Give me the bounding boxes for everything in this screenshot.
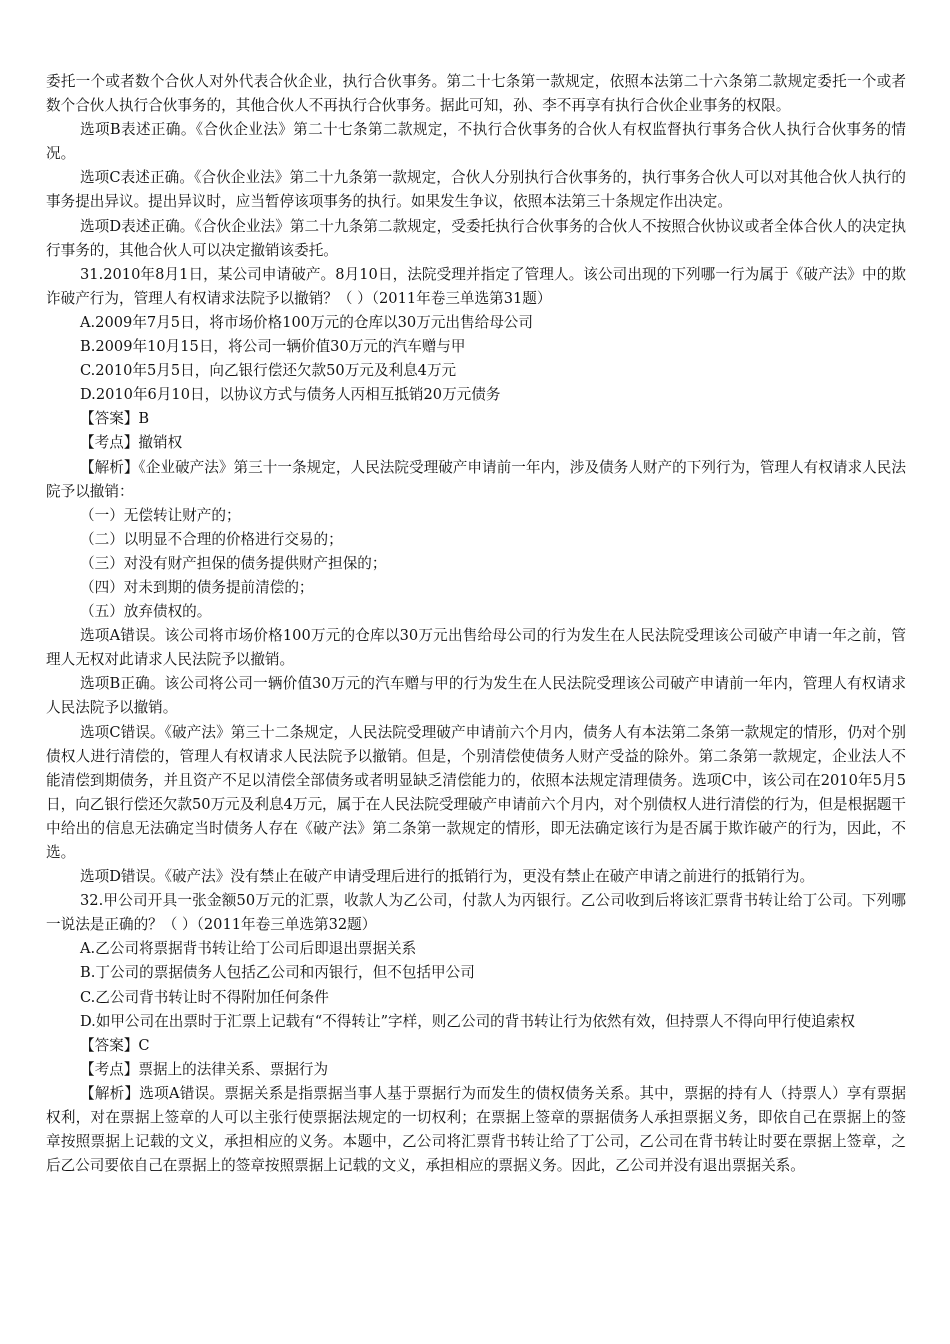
list-item: （一）无偿转让财产的；	[80, 506, 241, 524]
list-item: （二）以明显不合理的价格进行交易的；	[80, 530, 343, 548]
question-32-stem: 32.甲公司开具一张金额50万元的汇票，收款人为乙公司，付款人为丙银行。乙公司收到后将该汇票背书转让给丁公司。下列哪一说法是正确的？（ ）（2011年卷三单选第32题）	[46, 892, 906, 934]
option-a: A.乙公司将票据背书转让给丁公司后即退出票据关系	[80, 940, 417, 958]
option-b: B.丁公司的票据债务人包括乙公司和丙银行，但不包括甲公司	[80, 964, 475, 982]
option-d: D.如甲公司在出票时于汇票上记载有“不得转让”字样，则乙公司的背书转让行为依然有效，但持票人不得向甲行使追索权	[80, 1012, 856, 1030]
paragraph: 选项D错误。《破产法》没有禁止在破产申请受理后进行的抵销行为，更没有禁止在破产申请之前进行的抵销行为。	[80, 868, 815, 886]
key-point-line: 【考点】票据上的法律关系、票据行为	[80, 1060, 329, 1078]
list-item: （三）对没有财产担保的债务提供财产担保的；	[80, 554, 387, 572]
paragraph: 选项B正确。该公司将公司一辆价值30万元的汽车赠与甲的行为发生在人民法院受理该公司破产申请前一年内，管理人有权请求人民法院予以撤销。	[46, 675, 906, 717]
option-d: D.2010年6月10日，以协议方式与债务人丙相互抵销20万元债务	[80, 386, 501, 404]
answer-line: 【答案】C	[80, 1036, 150, 1054]
paragraph: 选项C错误。《破产法》第三十二条规定，人民法院受理破产申请前六个月内，债务人有本法第二条第一款规定的情形，仍对个别债权人进行清偿的，管理人有权请求人民法院予以撤销。但是，个别清偿使债务人财产受益的除外。第二条第一款规定，企业法人不能清偿到期债务，并且资产不足以清偿全部债务或者明显缺乏清偿能力的，依照本法规定清理债务。选项C中，该公司在2010年5月5日，向乙银行偿还欠款50万元及利息4万元，属于在人民法院受理破产申请前六个月内，对个别债权人进行清偿的行为，但是根据题干中给出的信息无法确定当时债务人存在《破产法》第二条第一款规定的情形，即无法确定该行为是否属于欺诈破产的行为，因此，不选。	[46, 723, 906, 861]
list-item: （五）放弃债权的。	[80, 603, 212, 621]
answer-line: 【答案】B	[80, 410, 150, 428]
paragraph: 选项B表述正确。《合伙企业法》第二十七条第二款规定，不执行合伙事务的合伙人有权监督执行事务合伙人执行合伙事务的情况。	[46, 121, 906, 163]
option-c: C.乙公司背书转让时不得附加任何条件	[80, 988, 329, 1006]
paragraph: 委托一个或者数个合伙人对外代表合伙企业，执行合伙事务。第二十七条第一款规定，依照本法第二十六条第二款规定委托一个或者数个合伙人执行合伙事务的，其他合伙人不再执行合伙事务。据此可知，孙、李不再享有执行合伙企业事务的权限。	[46, 73, 906, 115]
option-b: B.2009年10月15日，将公司一辆价值30万元的汽车赠与甲	[80, 338, 466, 356]
paragraph: 选项D表述正确。《合伙企业法》第二十九条第二款规定，受委托执行合伙事务的合伙人不按照合伙协议或者全体合伙人的决定执行事务的，其他合伙人可以决定撤销该委托。	[46, 217, 906, 259]
option-c: C.2010年5月5日，向乙银行偿还欠款50万元及利息4万元	[80, 362, 457, 380]
analysis-paragraph: 【解析】《企业破产法》第三十一条规定，人民法院受理破产申请前一年内，涉及债务人财产的下列行为，管理人有权请求人民法院予以撤销：	[46, 458, 906, 500]
option-a: A.2009年7月5日，将市场价格100万元的仓库以30万元出售给母公司	[80, 313, 533, 331]
question-31-stem: 31.2010年8月1日，某公司申请破产。8月10日，法院受理并指定了管理人。该公司出现的下列哪一行为属于《破产法》中的欺诈破产行为，管理人有权请求法院予以撤销？（ ）（2011年卷三单选第31题）	[46, 265, 906, 307]
paragraph: 选项C表述正确。《合伙企业法》第二十九条第一款规定，合伙人分别执行合伙事务的，执行事务合伙人可以对其他合伙人执行的事务提出异议。提出异议时，应当暂停该项事务的执行。如果发生争议，依照本法第三十条规定作出决定。	[46, 169, 906, 211]
paragraph: 选项A错误。该公司将市场价格100万元的仓库以30万元出售给母公司的行为发生在人民法院受理该公司破产申请一年之前，管理人无权对此请求人民法院予以撤销。	[46, 627, 906, 669]
key-point-line: 【考点】撤销权	[80, 434, 183, 452]
list-item: （四）对未到期的债务提前清偿的；	[80, 578, 314, 596]
analysis-paragraph: 【解析】选项A错误。票据关系是指票据当事人基于票据行为而发生的债权债务关系。其中，票据的持有人（持票人）享有票据权利，对在票据上签章的人可以主张行使票据法规定的一切权利；在票据上签章的票据债务人承担票据义务，即依自己在票据上的签章按照票据上记载的文义，承担相应的义务。本题中，乙公司将汇票背书转让给了丁公司，乙公司在背书转让时要在票据上签章，之后乙公司要依自己在票据上的签章按照票据上记载的文义，承担相应的票据义务。因此，乙公司并没有退出票据关系。	[46, 1084, 906, 1175]
